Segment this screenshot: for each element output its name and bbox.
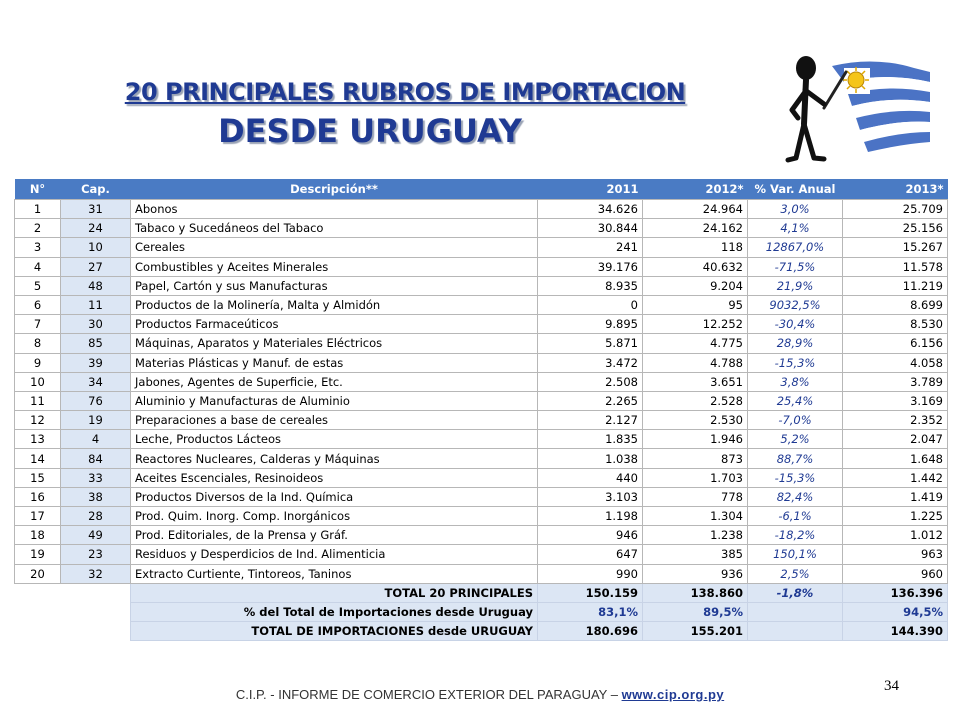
summary-total-20-row [15,583,948,602]
row-number: 20 [15,564,61,583]
row-value-2012: 936 [643,564,748,583]
table-header-row [15,179,948,200]
row-value-2013: 11.219 [843,276,948,295]
row-chapter: 23 [61,545,131,564]
table-row [15,526,948,545]
summary-percent-total-variation [748,602,843,621]
row-number: 11 [15,391,61,410]
row-number: 18 [15,526,61,545]
row-chapter: 34 [61,372,131,391]
row-chapter: 4 [61,430,131,449]
table-row [15,276,948,295]
row-value-2012: 1.304 [643,507,748,526]
row-chapter: 19 [61,411,131,430]
row-value-2013: 1.648 [843,449,948,468]
row-value-2011: 3.103 [538,487,643,506]
summary-total-imports-variation [748,622,843,641]
row-value-2011: 1.835 [538,430,643,449]
row-value-2013: 963 [843,545,948,564]
row-value-2013: 15.267 [843,238,948,257]
row-chapter: 48 [61,276,131,295]
table-row [15,200,948,219]
row-chapter: 39 [61,353,131,372]
row-description: Tabaco y Sucedáneos del Tabaco [131,219,538,238]
uruguay-flag-icon [832,61,930,152]
row-value-2013: 4.058 [843,353,948,372]
row-value-2011: 946 [538,526,643,545]
row-variation: 3,8% [748,372,843,391]
row-chapter: 27 [61,257,131,276]
row-chapter: 76 [61,391,131,410]
row-value-2013: 2.352 [843,411,948,430]
summary-total-imports-label: TOTAL DE IMPORTACIONES desde URUGUAY [131,622,538,641]
row-number: 14 [15,449,61,468]
row-value-2011: 39.176 [538,257,643,276]
row-number: 15 [15,468,61,487]
row-number: 19 [15,545,61,564]
table-row [15,564,948,583]
row-value-2012: 95 [643,295,748,314]
row-chapter: 49 [61,526,131,545]
table-row [15,430,948,449]
row-variation: 5,2% [748,430,843,449]
row-description: Materias Plásticas y Manuf. de estas [131,353,538,372]
row-number: 8 [15,334,61,353]
row-value-2013: 1.419 [843,487,948,506]
row-description: Prod. Editoriales, de la Prensa y Gráf. [131,526,538,545]
col-header-2012: 2012* [643,179,748,200]
row-value-2012: 4.788 [643,353,748,372]
row-value-2011: 990 [538,564,643,583]
row-value-2011: 0 [538,295,643,314]
table-row [15,353,948,372]
col-header-description: Descripción** [131,179,538,200]
row-value-2011: 5.871 [538,334,643,353]
row-description: Cereales [131,238,538,257]
col-header-chapter: Cap. [61,179,131,200]
row-value-2013: 3.169 [843,391,948,410]
row-value-2013: 3.789 [843,372,948,391]
row-chapter: 38 [61,487,131,506]
row-number: 16 [15,487,61,506]
row-value-2013: 25.709 [843,200,948,219]
summary-total-imports-2013: 144.390 [843,622,948,641]
row-description: Aluminio y Manufacturas de Aluminio [131,391,538,410]
row-number: 10 [15,372,61,391]
row-variation: -71,5% [748,257,843,276]
row-value-2012: 4.775 [643,334,748,353]
row-chapter: 85 [61,334,131,353]
row-value-2012: 12.252 [643,315,748,334]
row-variation: 82,4% [748,487,843,506]
row-description: Combustibles y Aceites Minerales [131,257,538,276]
row-variation: -15,3% [748,468,843,487]
row-variation: 2,5% [748,564,843,583]
row-chapter: 24 [61,219,131,238]
row-chapter: 32 [61,564,131,583]
row-value-2011: 9.895 [538,315,643,334]
row-number: 9 [15,353,61,372]
table-row [15,372,948,391]
row-variation: 88,7% [748,449,843,468]
col-header-2011: 2011 [538,179,643,200]
row-description: Aceites Escenciales, Resinoideos [131,468,538,487]
footer-link[interactable]: www.cip.org.py [621,687,725,702]
row-value-2013: 1.225 [843,507,948,526]
row-variation: -6,1% [748,507,843,526]
row-variation: 28,9% [748,334,843,353]
stick-figure-with-flag-icon [784,38,934,164]
table-row [15,411,948,430]
summary-total-20-variation: -1,8% [748,583,843,602]
row-chapter: 30 [61,315,131,334]
row-value-2011: 2.127 [538,411,643,430]
row-variation: 3,0% [748,200,843,219]
row-value-2012: 2.530 [643,411,748,430]
row-value-2013: 2.047 [843,430,948,449]
row-value-2012: 9.204 [643,276,748,295]
row-variation: 25,4% [748,391,843,410]
page-subtitle: DESDE URUGUAY [218,112,522,150]
row-number: 1 [15,200,61,219]
summary-percent-total-2013: 94,5% [843,602,948,621]
row-value-2011: 8.935 [538,276,643,295]
row-number: 5 [15,276,61,295]
row-value-2012: 778 [643,487,748,506]
table-row [15,295,948,314]
row-variation: 150,1% [748,545,843,564]
table-row [15,219,948,238]
row-variation: 21,9% [748,276,843,295]
row-value-2012: 40.632 [643,257,748,276]
row-number: 7 [15,315,61,334]
table-row [15,334,948,353]
row-chapter: 33 [61,468,131,487]
summary-percent-total-2012: 89,5% [643,602,748,621]
row-value-2013: 960 [843,564,948,583]
row-variation: -7,0% [748,411,843,430]
row-value-2011: 2.508 [538,372,643,391]
summary-percent-total-label: % del Total de Importaciones desde Uruguay [131,602,538,621]
row-variation: 12867,0% [748,238,843,257]
row-value-2013: 6.156 [843,334,948,353]
row-variation: -18,2% [748,526,843,545]
summary-total-imports-row [15,622,948,641]
row-chapter: 11 [61,295,131,314]
table-row [15,449,948,468]
row-value-2013: 8.699 [843,295,948,314]
col-header-variation: % Var. Anual [748,179,843,200]
row-value-2011: 30.844 [538,219,643,238]
row-value-2012: 2.528 [643,391,748,410]
row-variation: -30,4% [748,315,843,334]
table-row [15,391,948,410]
row-description: Prod. Quim. Inorg. Comp. Inorgánicos [131,507,538,526]
summary-total-20-label: TOTAL 20 PRINCIPALES [131,583,538,602]
row-description: Productos Diversos de la Ind. Química [131,487,538,506]
row-description: Abonos [131,200,538,219]
row-value-2013: 25.156 [843,219,948,238]
row-variation: 9032,5% [748,295,843,314]
row-value-2012: 3.651 [643,372,748,391]
row-description: Productos de la Molinería, Malta y Almidón [131,295,538,314]
table-row [15,315,948,334]
row-chapter: 10 [61,238,131,257]
footer-text: C.I.P. - INFORME DE COMERCIO EXTERIOR DEL PARAGUAY – [235,687,622,702]
row-number: 3 [15,238,61,257]
row-chapter: 31 [61,200,131,219]
row-description: Reactores Nucleares, Calderas y Máquinas [131,449,538,468]
imports-table [14,179,948,641]
row-number: 13 [15,430,61,449]
row-number: 12 [15,411,61,430]
row-description: Productos Farmaceúticos [131,315,538,334]
row-description: Residuos y Desperdicios de Ind. Alimenticia [131,545,538,564]
row-value-2012: 873 [643,449,748,468]
row-value-2012: 24.162 [643,219,748,238]
row-value-2013: 8.530 [843,315,948,334]
row-description: Leche, Productos Lácteos [131,430,538,449]
summary-total-20-2011: 150.159 [538,583,643,602]
row-value-2013: 11.578 [843,257,948,276]
row-variation: -15,3% [748,353,843,372]
row-value-2012: 118 [643,238,748,257]
row-number: 2 [15,219,61,238]
row-description: Jabones, Agentes de Superficie, Etc. [131,372,538,391]
row-value-2011: 647 [538,545,643,564]
summary-total-imports-2012: 155.201 [643,622,748,641]
row-value-2012: 24.964 [643,200,748,219]
row-value-2011: 1.198 [538,507,643,526]
table-row [15,545,948,564]
row-number: 17 [15,507,61,526]
row-variation: 4,1% [748,219,843,238]
table-row [15,468,948,487]
row-description: Preparaciones a base de cereales [131,411,538,430]
summary-total-20-2012: 138.860 [643,583,748,602]
row-value-2011: 440 [538,468,643,487]
col-header-2013: 2013* [843,179,948,200]
row-value-2012: 1.946 [643,430,748,449]
page-number: 34 [884,678,899,694]
row-value-2013: 1.442 [843,468,948,487]
row-value-2012: 1.238 [643,526,748,545]
page-title: 20 PRINCIPALES RUBROS DE IMPORTACION [124,78,686,106]
summary-percent-total-row [15,602,948,621]
row-value-2011: 2.265 [538,391,643,410]
row-chapter: 84 [61,449,131,468]
row-value-2011: 34.626 [538,200,643,219]
summary-total-20-2013: 136.396 [843,583,948,602]
row-value-2012: 385 [643,545,748,564]
row-number: 6 [15,295,61,314]
row-value-2012: 1.703 [643,468,748,487]
row-value-2011: 3.472 [538,353,643,372]
table-row [15,238,948,257]
footer [0,687,960,702]
col-header-number: N° [15,179,61,200]
table-row [15,487,948,506]
row-chapter: 28 [61,507,131,526]
row-value-2011: 1.038 [538,449,643,468]
summary-total-imports-2011: 180.696 [538,622,643,641]
row-description: Extracto Curtiente, Tintoreos, Taninos [131,564,538,583]
summary-percent-total-2011: 83,1% [538,602,643,621]
row-description: Máquinas, Aparatos y Materiales Eléctricos [131,334,538,353]
row-number: 4 [15,257,61,276]
row-value-2013: 1.012 [843,526,948,545]
row-value-2011: 241 [538,238,643,257]
table-row [15,507,948,526]
row-description: Papel, Cartón y sus Manufacturas [131,276,538,295]
table-row [15,257,948,276]
